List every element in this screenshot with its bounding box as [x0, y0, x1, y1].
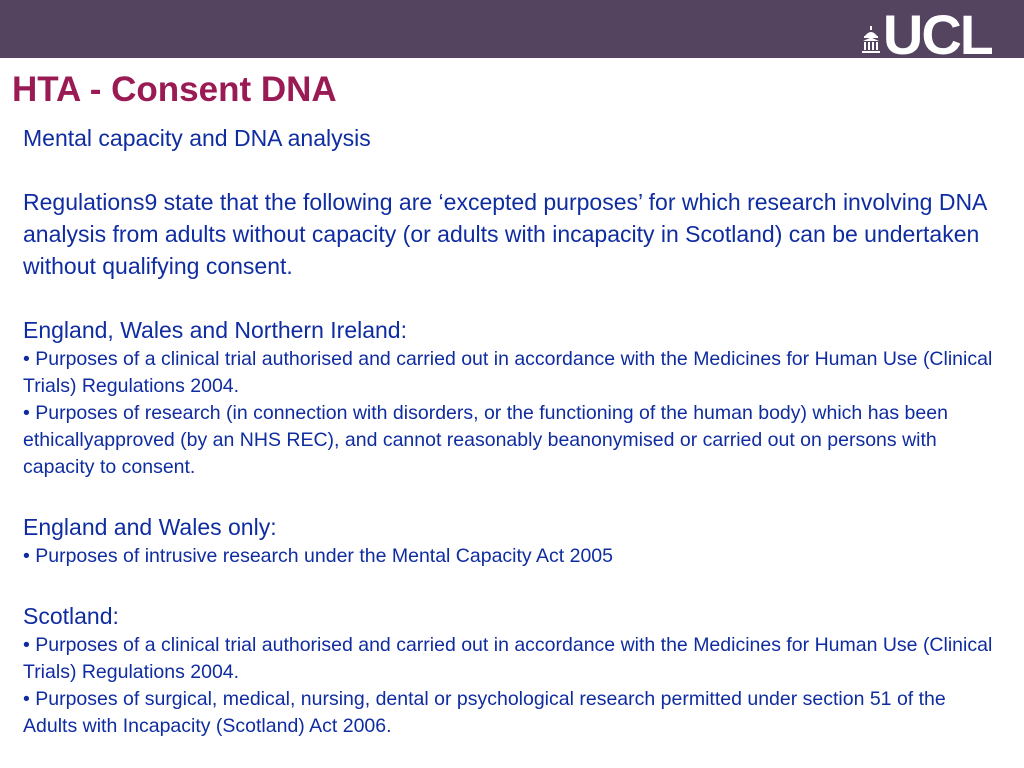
logo-text: UCL	[882, 12, 992, 58]
bullet-item: • Purposes of surgical, medical, nursing, dental or psychological research permitted under section 51 of the Adults with Incapacity (Scotland) Act 2006.	[23, 688, 946, 737]
section-heading: Scotland:	[23, 603, 119, 629]
bullet-item: • Purposes of a clinical trial authorised and carried out in accordance with the Medicines for Human Use (Clinical Trials) Regulations 2004.	[23, 634, 993, 683]
header-bar	[0, 0, 1024, 58]
ucl-logo	[861, 10, 992, 58]
slide-body	[23, 122, 998, 740]
slide-subtitle: Mental capacity and DNA analysis	[23, 125, 371, 151]
bullet-item: • Purposes of a clinical trial authorised and carried out in accordance with the Medicines for Human Use (Clinical Trials) Regulations 2004.	[23, 348, 993, 397]
bullet-item: • Purposes of research (in connection with disorders, or the functioning of the human body) which has been ethicallyapproved (by an NHS REC), and cannot reasonably beanonymised or carried out on persons with capacity to consent.	[23, 402, 948, 478]
section-heading: England, Wales and Northern Ireland:	[23, 317, 407, 343]
intro-paragraph: Regulations9 state that the following are ‘excepted purposes’ for which research involving DNA analysis from adults without capacity (or adults with incapacity in Scotland) can be undertaken without qualifying consent.	[23, 189, 987, 279]
section-heading: England and Wales only:	[23, 514, 277, 540]
bullet-item: • Purposes of intrusive research under the Mental Capacity Act 2005	[23, 545, 613, 567]
portico-icon	[861, 18, 881, 58]
slide-title: HTA - Consent DNA	[12, 70, 337, 109]
